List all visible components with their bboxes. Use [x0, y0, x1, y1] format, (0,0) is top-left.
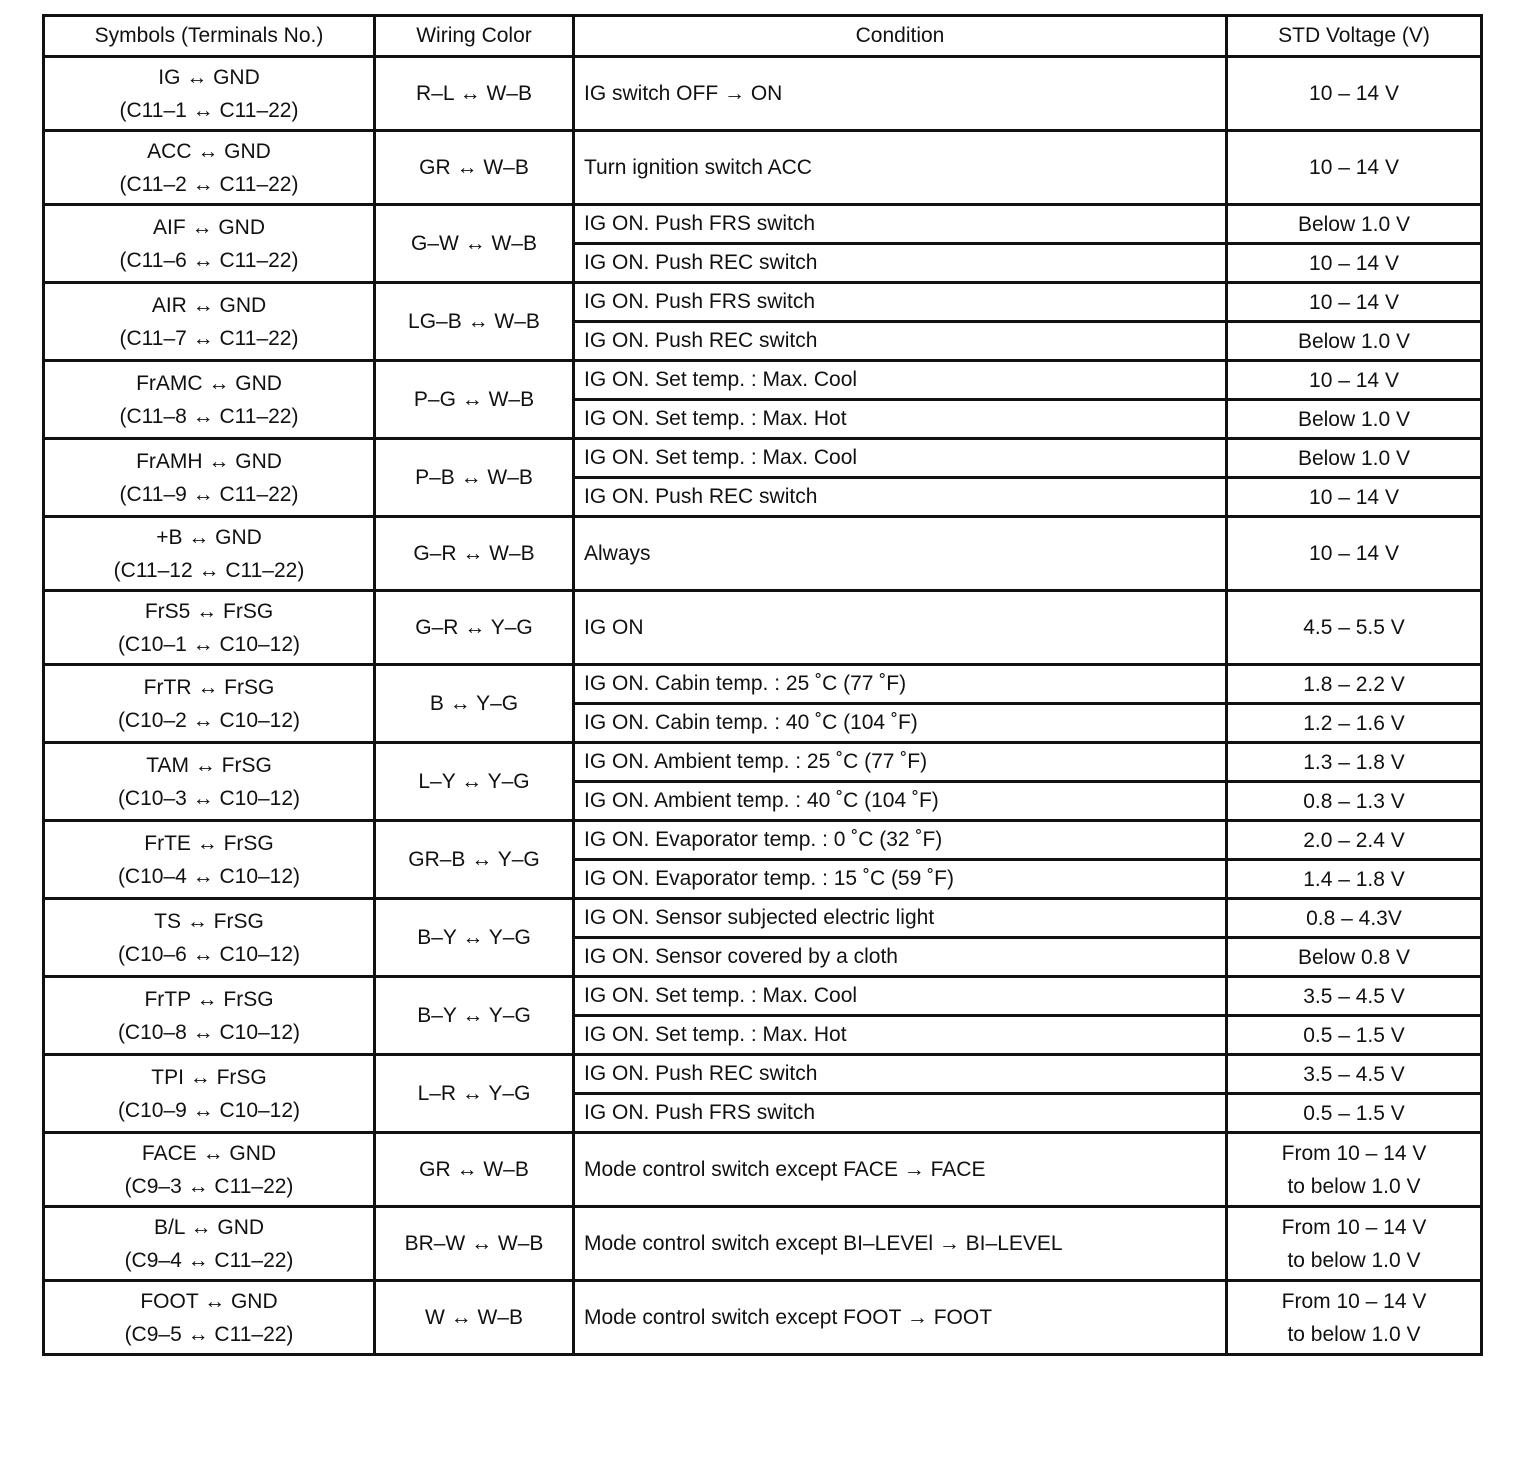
terminal-numbers: (C11–6 ↔ C11–22): [119, 248, 299, 272]
symbol-label: IG ↔ GND: [158, 65, 260, 89]
condition-cell: IG ON. Set temp. : Max. Hot: [574, 1016, 1227, 1055]
wiring-color-cell: P–G ↔ W–B: [375, 361, 574, 439]
table-row: [44, 57, 1482, 131]
table-row: [44, 131, 1482, 205]
std-voltage-cell: [1227, 517, 1482, 591]
std-voltage-cell: [1227, 938, 1482, 977]
std-voltage-cell: [1227, 665, 1482, 704]
table-row: [44, 1281, 1482, 1355]
condition-cell: IG ON. Set temp. : Max. Hot: [574, 400, 1227, 439]
std-voltage-cell: [1227, 1094, 1482, 1133]
symbol-cell: [44, 1207, 375, 1281]
symbol-cell: [44, 517, 375, 591]
symbol-cell: [44, 361, 375, 439]
terminal-numbers: (C11–9 ↔ C11–22): [119, 482, 299, 506]
condition-cell: IG ON. Evaporator temp. : 15 ˚C (59 ˚F): [574, 860, 1227, 899]
table-row: [44, 591, 1482, 665]
condition-cell: IG ON. Push FRS switch: [574, 1094, 1227, 1133]
voltage-value: 0.5 – 1.5 V: [1303, 1101, 1405, 1125]
terminal-numbers: (C10–1 ↔ C10–12): [117, 632, 301, 656]
symbol-label: FrTR ↔ FrSG: [143, 675, 275, 699]
std-voltage-cell: [1227, 821, 1482, 860]
symbol-cell: [44, 743, 375, 821]
terminal-numbers: (C9–4 ↔ C11–22): [124, 1248, 294, 1272]
symbol-label: AIR ↔ GND: [151, 293, 267, 317]
symbol-label: FOOT ↔ GND: [140, 1289, 278, 1313]
voltage-value: to below 1.0 V: [1287, 1322, 1421, 1346]
condition-cell: IG ON. Push REC switch: [574, 1055, 1227, 1094]
terminal-numbers: (C10–2 ↔ C10–12): [117, 708, 301, 732]
voltage-value: Below 1.0 V: [1297, 212, 1411, 236]
condition-cell: IG ON. Push REC switch: [574, 244, 1227, 283]
voltage-value: 3.5 – 4.5 V: [1303, 984, 1405, 1008]
std-voltage-cell: [1227, 860, 1482, 899]
wiring-color-cell: GR ↔ W–B: [375, 1133, 574, 1207]
symbol-label: FrTP ↔ FrSG: [144, 987, 274, 1011]
wiring-color-cell: B ↔ Y–G: [375, 665, 574, 743]
wiring-color-cell: P–B ↔ W–B: [375, 439, 574, 517]
symbol-label: B/L ↔ GND: [153, 1215, 265, 1239]
voltage-value: 4.5 – 5.5 V: [1303, 616, 1405, 639]
voltage-value: 0.5 – 1.5 V: [1303, 1023, 1405, 1047]
voltage-value: Below 1.0 V: [1297, 407, 1411, 431]
std-voltage-cell: [1227, 57, 1482, 131]
header-symbols: Symbols (Terminals No.): [44, 16, 375, 57]
condition-cell: IG ON. Set temp. : Max. Cool: [574, 361, 1227, 400]
terminal-numbers: (C11–7 ↔ C11–22): [119, 326, 299, 350]
symbol-label: TPI ↔ FrSG: [151, 1065, 267, 1089]
terminal-numbers: (C9–3 ↔ C11–22): [124, 1174, 294, 1198]
terminal-numbers: (C10–6 ↔ C10–12): [117, 942, 301, 966]
voltage-value: 0.8 – 1.3 V: [1303, 789, 1405, 813]
header-condition: Condition: [574, 16, 1227, 57]
voltage-value: to below 1.0 V: [1287, 1174, 1421, 1198]
terminal-numbers: (C11–8 ↔ C11–22): [119, 404, 299, 428]
std-voltage-cell: [1227, 1055, 1482, 1094]
voltage-spec-table: [42, 14, 1483, 1356]
table-row: [44, 1207, 1482, 1281]
terminal-numbers: (C10–3 ↔ C10–12): [117, 786, 301, 810]
wiring-color-cell: L–Y ↔ Y–G: [375, 743, 574, 821]
std-voltage-cell: [1227, 1016, 1482, 1055]
voltage-value: Below 1.0 V: [1297, 446, 1411, 470]
voltage-value: 2.0 – 2.4 V: [1303, 828, 1405, 852]
condition-cell: IG ON. Push REC switch: [574, 322, 1227, 361]
terminal-numbers: (C11–12 ↔ C11–22): [113, 558, 305, 582]
symbol-label: +B ↔ GND: [156, 525, 262, 549]
condition-cell: IG ON. Set temp. : Max. Cool: [574, 439, 1227, 478]
condition-cell: Always: [574, 517, 1227, 591]
header-std-voltage: STD Voltage (V): [1227, 16, 1482, 57]
voltage-value: 1.3 – 1.8 V: [1303, 750, 1405, 774]
terminal-numbers: (C10–8 ↔ C10–12): [117, 1020, 301, 1044]
table-row: [44, 361, 1482, 400]
symbol-cell: [44, 439, 375, 517]
voltage-value: 10 – 14 V: [1309, 368, 1399, 392]
table-row: [44, 743, 1482, 782]
wiring-color-cell: BR–W ↔ W–B: [375, 1207, 574, 1281]
symbol-cell: [44, 1133, 375, 1207]
voltage-value: 0.8 – 4.3V: [1306, 906, 1402, 930]
std-voltage-cell: [1227, 1281, 1482, 1355]
symbol-cell: [44, 899, 375, 977]
voltage-value: 10 – 14 V: [1309, 290, 1399, 314]
wiring-color-cell: R–L ↔ W–B: [375, 57, 574, 131]
header-wiring-color: Wiring Color: [375, 16, 574, 57]
table-row: [44, 283, 1482, 322]
voltage-value: 10 – 14 V: [1309, 156, 1399, 179]
wiring-color-cell: W ↔ W–B: [375, 1281, 574, 1355]
std-voltage-cell: [1227, 1133, 1482, 1207]
condition-cell: IG ON. Ambient temp. : 40 ˚C (104 ˚F): [574, 782, 1227, 821]
condition-cell: IG ON. Ambient temp. : 25 ˚C (77 ˚F): [574, 743, 1227, 782]
std-voltage-cell: [1227, 439, 1482, 478]
std-voltage-cell: [1227, 244, 1482, 283]
voltage-value: Below 1.0 V: [1297, 329, 1411, 353]
voltage-value: 10 – 14 V: [1309, 251, 1399, 275]
symbol-label: AIF ↔ GND: [152, 215, 265, 239]
symbol-label: ACC ↔ GND: [147, 139, 271, 163]
table-row: [44, 821, 1482, 860]
table-row: [44, 665, 1482, 704]
std-voltage-cell: [1227, 131, 1482, 205]
symbol-label: FrTE ↔ FrSG: [144, 831, 274, 855]
table-body: [44, 57, 1482, 1355]
condition-cell: Mode control switch except FACE → FACE: [574, 1133, 1227, 1207]
symbol-label: TS ↔ FrSG: [154, 909, 264, 933]
symbol-cell: [44, 1281, 375, 1355]
wiring-color-cell: B–Y ↔ Y–G: [375, 977, 574, 1055]
condition-cell: IG switch OFF → ON: [574, 57, 1227, 131]
symbol-cell: [44, 665, 375, 743]
condition-cell: IG ON. Evaporator temp. : 0 ˚C (32 ˚F): [574, 821, 1227, 860]
voltage-value: 1.2 – 1.6 V: [1303, 711, 1405, 735]
wiring-color-cell: GR ↔ W–B: [375, 131, 574, 205]
std-voltage-cell: [1227, 782, 1482, 821]
voltage-value: to below 1.0 V: [1287, 1248, 1421, 1272]
voltage-value: 3.5 – 4.5 V: [1303, 1062, 1405, 1086]
std-voltage-cell: [1227, 361, 1482, 400]
terminal-numbers: (C10–9 ↔ C10–12): [117, 1098, 301, 1122]
table-row: [44, 899, 1482, 938]
table-row: [44, 517, 1482, 591]
condition-cell: Mode control switch except BI–LEVEl → BI–LEVEL: [574, 1207, 1227, 1281]
header-row: [44, 16, 1482, 57]
table-row: [44, 439, 1482, 478]
table-row: [44, 205, 1482, 244]
std-voltage-cell: [1227, 1207, 1482, 1281]
wiring-color-cell: B–Y ↔ Y–G: [375, 899, 574, 977]
symbol-cell: [44, 591, 375, 665]
voltage-value: 10 – 14 V: [1309, 82, 1399, 105]
std-voltage-cell: [1227, 977, 1482, 1016]
wiring-color-cell: LG–B ↔ W–B: [375, 283, 574, 361]
symbol-label: FrS5 ↔ FrSG: [144, 599, 274, 623]
terminal-numbers: (C11–1 ↔ C11–22): [119, 98, 299, 122]
std-voltage-cell: [1227, 591, 1482, 665]
symbol-cell: [44, 57, 375, 131]
wiring-color-cell: G–W ↔ W–B: [375, 205, 574, 283]
std-voltage-cell: [1227, 478, 1482, 517]
symbol-label: FACE ↔ GND: [141, 1141, 277, 1165]
symbol-cell: [44, 283, 375, 361]
voltage-value: From 10 – 14 V: [1281, 1141, 1427, 1165]
terminal-numbers: (C10–4 ↔ C10–12): [117, 864, 301, 888]
table-row: [44, 977, 1482, 1016]
condition-cell: IG ON. Set temp. : Max. Cool: [574, 977, 1227, 1016]
std-voltage-cell: [1227, 400, 1482, 439]
voltage-value: From 10 – 14 V: [1281, 1289, 1427, 1313]
wiring-color-cell: G–R ↔ W–B: [375, 517, 574, 591]
condition-cell: Turn ignition switch ACC: [574, 131, 1227, 205]
terminal-numbers: (C9–5 ↔ C11–22): [124, 1322, 294, 1346]
symbol-cell: [44, 977, 375, 1055]
symbol-cell: [44, 821, 375, 899]
symbol-cell: [44, 205, 375, 283]
voltage-value: 10 – 14 V: [1309, 485, 1399, 509]
voltage-value: 1.4 – 1.8 V: [1303, 867, 1405, 891]
terminal-numbers: (C11–2 ↔ C11–22): [119, 172, 299, 196]
voltage-value: Below 0.8 V: [1297, 945, 1411, 969]
condition-cell: IG ON. Push FRS switch: [574, 205, 1227, 244]
voltage-value: From 10 – 14 V: [1281, 1215, 1427, 1239]
table-row: [44, 1055, 1482, 1094]
std-voltage-cell: [1227, 743, 1482, 782]
condition-cell: IG ON. Cabin temp. : 40 ˚C (104 ˚F): [574, 704, 1227, 743]
table-row: [44, 1133, 1482, 1207]
symbol-label: FrAMH ↔ GND: [136, 449, 282, 473]
std-voltage-cell: [1227, 704, 1482, 743]
std-voltage-cell: [1227, 899, 1482, 938]
condition-cell: IG ON: [574, 591, 1227, 665]
condition-cell: IG ON. Cabin temp. : 25 ˚C (77 ˚F): [574, 665, 1227, 704]
wiring-color-cell: G–R ↔ Y–G: [375, 591, 574, 665]
condition-cell: Mode control switch except FOOT → FOOT: [574, 1281, 1227, 1355]
std-voltage-cell: [1227, 205, 1482, 244]
wiring-color-cell: L–R ↔ Y–G: [375, 1055, 574, 1133]
voltage-value: 1.8 – 2.2 V: [1303, 672, 1405, 696]
condition-cell: IG ON. Sensor subjected electric light: [574, 899, 1227, 938]
condition-cell: IG ON. Sensor covered by a cloth: [574, 938, 1227, 977]
symbol-cell: [44, 1055, 375, 1133]
symbol-label: TAM ↔ FrSG: [146, 753, 272, 777]
std-voltage-cell: [1227, 283, 1482, 322]
symbol-label: FrAMC ↔ GND: [136, 371, 282, 395]
condition-cell: IG ON. Push FRS switch: [574, 283, 1227, 322]
std-voltage-cell: [1227, 322, 1482, 361]
condition-cell: IG ON. Push REC switch: [574, 478, 1227, 517]
symbol-cell: [44, 131, 375, 205]
voltage-value: 10 – 14 V: [1309, 542, 1399, 565]
wiring-color-cell: GR–B ↔ Y–G: [375, 821, 574, 899]
